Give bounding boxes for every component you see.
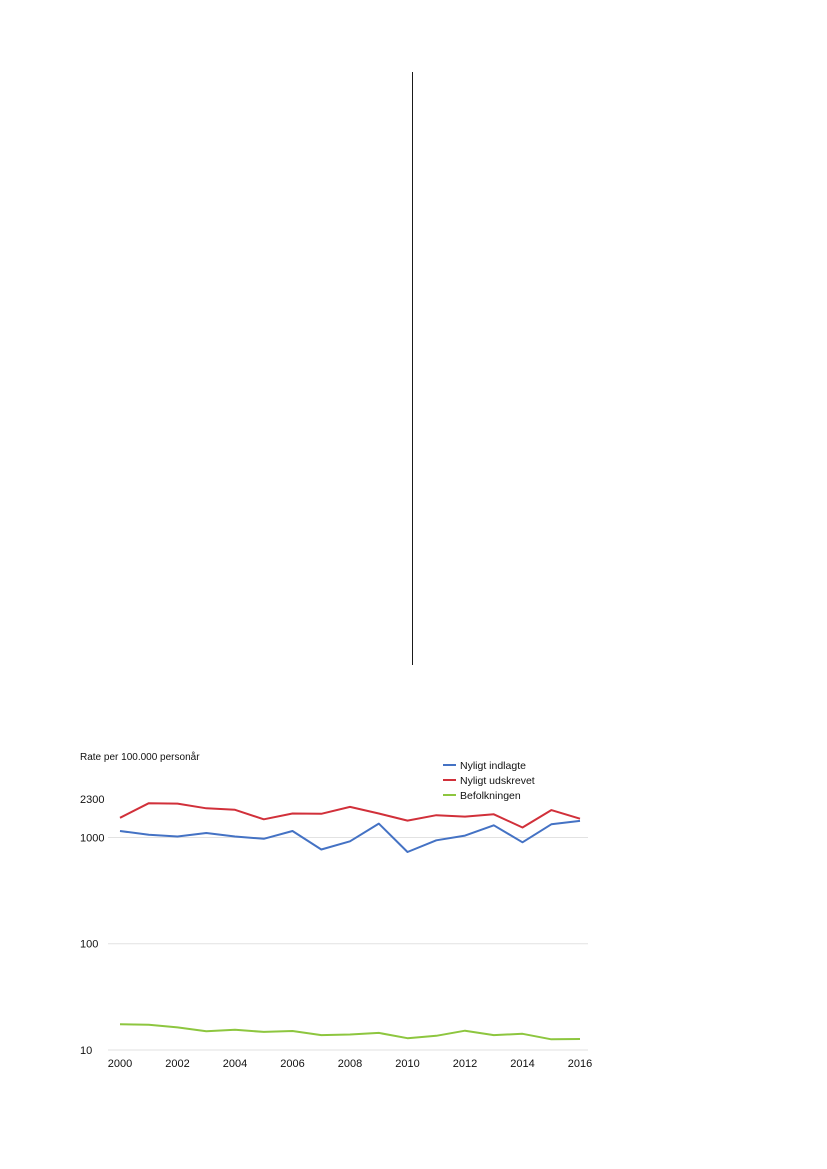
x-tick-2010: 2010 — [395, 1058, 420, 1070]
y-tick-1000: 1000 — [80, 832, 105, 845]
x-tick-2006: 2006 — [280, 1058, 305, 1070]
x-tick-2008: 2008 — [337, 1058, 363, 1070]
y-tick-labels — [80, 794, 104, 1057]
series-line-0 — [120, 821, 580, 852]
x-tick-2012: 2012 — [452, 1058, 478, 1070]
x-tick-2004: 2004 — [222, 1058, 248, 1070]
x-tick-2000: 2000 — [107, 1058, 133, 1070]
legend — [443, 760, 535, 802]
x-tick-labels — [108, 1058, 592, 1070]
legend-label-2: Befolkningen — [460, 790, 521, 802]
y-axis-label: Rate per 100.000 personår — [80, 752, 200, 763]
series-line-1 — [120, 803, 580, 827]
y-tick-2300: 2300 — [80, 794, 105, 806]
x-tick-2016: 2016 — [567, 1058, 593, 1070]
y-tick-100: 100 — [80, 938, 99, 951]
series-line-2 — [120, 1024, 580, 1039]
legend-label-1: Nyligt udskrevet — [460, 775, 535, 787]
x-tick-2002: 2002 — [165, 1058, 190, 1070]
legend-label-0: Nyligt indlagte — [460, 760, 526, 772]
gridlines — [108, 837, 588, 1050]
y-tick-10: 10 — [80, 1045, 93, 1057]
series-lines — [120, 803, 580, 1039]
x-tick-2014: 2014 — [510, 1058, 535, 1070]
